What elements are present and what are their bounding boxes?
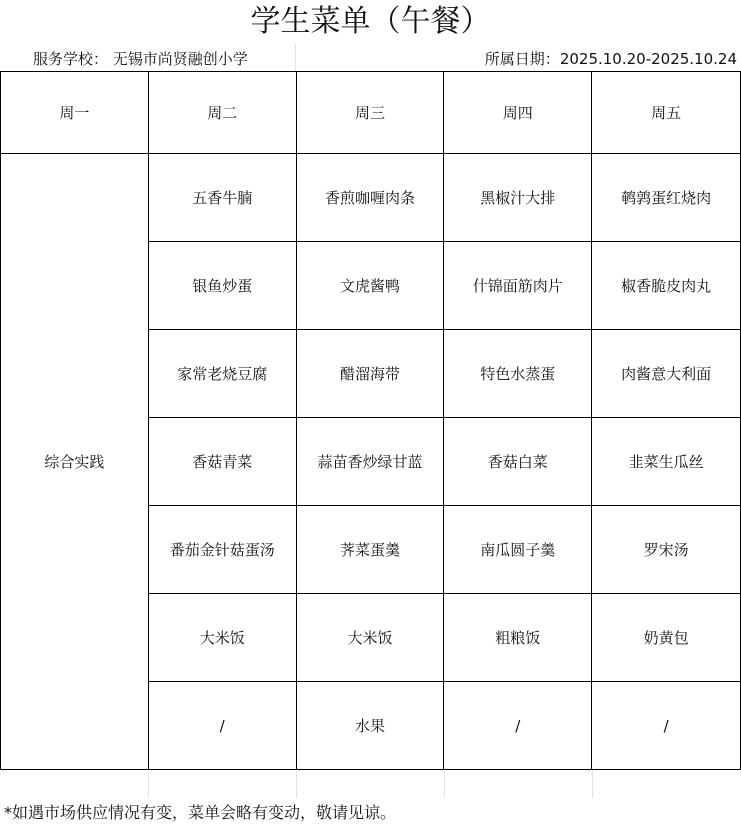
dish-cell: 特色水蒸蛋 <box>444 330 592 418</box>
dish-cell: 文虎酱鸭 <box>296 242 444 330</box>
page-title: 学生菜单（午餐） <box>250 4 491 39</box>
dish-cell: 荠菜蛋羹 <box>296 506 444 594</box>
menu-table <box>0 71 741 770</box>
date-info <box>485 44 737 71</box>
blank-cell <box>444 770 593 798</box>
dish-cell: 黑椒汁大排 <box>444 154 592 242</box>
dish-cell: 醋溜海带 <box>296 330 444 418</box>
school-name: 无锡市尚贤融创小学 <box>112 50 248 68</box>
footnote: *如遇市场供应情况有变，菜单会略有变动，敬请见谅。 <box>4 803 397 822</box>
blank-spreadsheet-row <box>0 770 741 798</box>
day-header-mon: 周一 <box>1 72 149 154</box>
dish-cell: 什锦面筋肉片 <box>444 242 592 330</box>
blank-cell <box>296 770 445 798</box>
dish-cell: 南瓜圆子羹 <box>444 506 592 594</box>
dish-cell: 罗宋汤 <box>592 506 741 594</box>
dish-cell: 椒香脆皮肉丸 <box>592 242 741 330</box>
dish-cell: 银鱼炒蛋 <box>148 242 296 330</box>
day-header-wed: 周三 <box>296 72 444 154</box>
blank-cell <box>148 770 297 798</box>
dish-cell: 粗粮饭 <box>444 594 592 682</box>
dish-cell: 番茄金针菇蛋汤 <box>148 506 296 594</box>
menu-row <box>1 154 741 242</box>
dish-cell: 韭菜生瓜丝 <box>592 418 741 506</box>
day-header-tue: 周二 <box>148 72 296 154</box>
dish-cell: 大米饭 <box>296 594 444 682</box>
dish-cell: / <box>592 682 741 770</box>
blank-cell <box>0 770 149 798</box>
dish-cell: 五香牛腩 <box>148 154 296 242</box>
dish-cell: 香煎咖喱肉条 <box>296 154 444 242</box>
dish-cell: / <box>444 682 592 770</box>
day-header-thu: 周四 <box>444 72 592 154</box>
date-label: 所属日期： <box>484 50 560 68</box>
monday-activity: 综合实践 <box>1 154 149 770</box>
dish-cell: 肉酱意大利面 <box>592 330 741 418</box>
dish-cell: 大米饭 <box>148 594 296 682</box>
school-info <box>0 44 296 71</box>
date-range: 2025.10.20-2025.10.24 <box>559 50 737 68</box>
dish-cell: 奶黄包 <box>592 594 741 682</box>
dish-cell: / <box>148 682 296 770</box>
day-header-row <box>1 72 741 154</box>
dish-cell: 鹌鹑蛋红烧肉 <box>592 154 741 242</box>
dish-cell: 水果 <box>296 682 444 770</box>
dish-cell: 香菇白菜 <box>444 418 592 506</box>
dish-cell: 香菇青菜 <box>148 418 296 506</box>
school-label: 服务学校： <box>33 50 109 68</box>
dish-cell: 蒜苗香炒绿甘蓝 <box>296 418 444 506</box>
dish-cell: 家常老烧豆腐 <box>148 330 296 418</box>
day-header-fri: 周五 <box>592 72 741 154</box>
